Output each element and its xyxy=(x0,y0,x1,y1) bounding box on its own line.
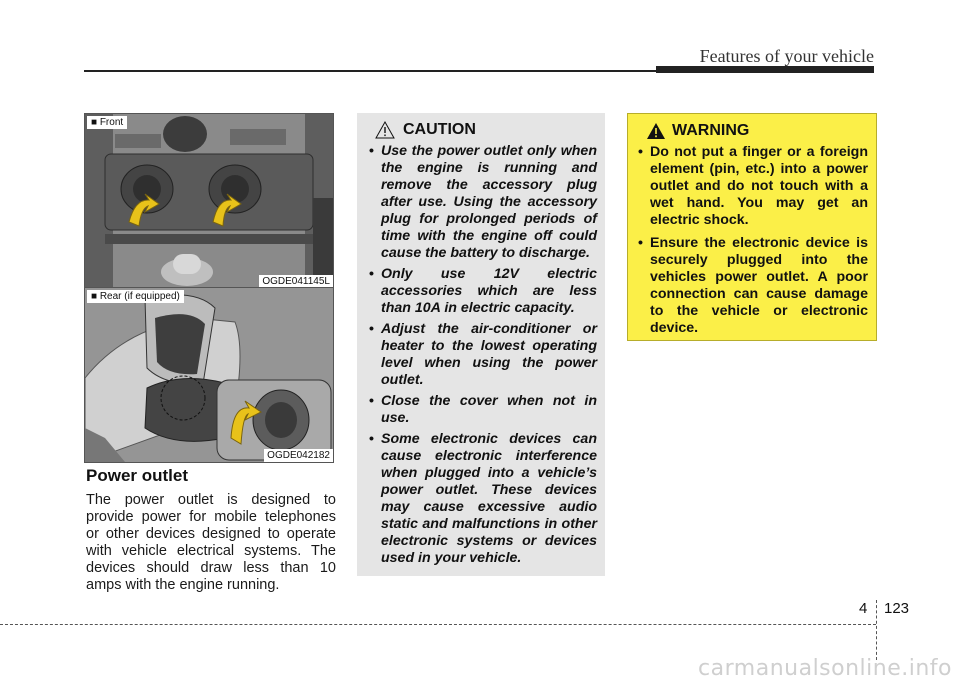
warning-item: • Do not put a finger or a foreign element (pin, etc.) into a power outlet and do not touch with a wet hand. You may get an electric shock. xyxy=(636,144,868,229)
warning-header xyxy=(646,122,868,140)
warning-box xyxy=(627,113,877,341)
caution-triangle-icon xyxy=(375,121,395,139)
section-body: The power outlet is designed to provide power for mobile telephones or other devices designed to operate with vehicle electrical systems. The devices should draw less than 10 amps with the engine running. xyxy=(86,492,336,593)
warning-list xyxy=(636,144,868,337)
header-rule-accent xyxy=(656,66,874,73)
warning-title: WARNING xyxy=(672,122,750,139)
figure-front-tag: ■ Front xyxy=(87,116,127,129)
watermark: carmanualsonline.info xyxy=(698,656,952,681)
caution-item: • Close the cover when not in use. xyxy=(367,393,597,427)
caution-item: • Use the power outlet only when the engine is running and remove the accessory plug after use. Using the accessory plug for prolonged periods of time with the engine off could cause the battery to discharge. xyxy=(367,143,597,262)
warning-triangle-icon xyxy=(646,122,666,140)
power-outlet-rear-illustration xyxy=(85,288,333,462)
figure-front-outlets xyxy=(84,113,334,289)
page-chapter: 4 xyxy=(859,600,868,617)
caution-item: • Some electronic devices can cause electronic interference when plugged into a vehicle’s power outlet. These devices may cause excessive audio static and malfunctions in other electronic systems or devices used in your vehicle. xyxy=(367,431,597,567)
footer-rule xyxy=(0,624,876,625)
warning-item: • Ensure the electronic device is securely plugged into the vehicles power outlet. A poor connection can cause damage to the vehicle or electronic device. xyxy=(636,235,868,337)
figure-rear-tag: ■ Rear (if equipped) xyxy=(87,290,184,303)
figure-rear-outlet xyxy=(84,287,334,463)
caution-header xyxy=(375,121,597,139)
figure-front-code: OGDE041145L xyxy=(259,275,333,288)
caution-item: • Adjust the air-conditioner or heater to the lowest operating level when using the power outlet. xyxy=(367,321,597,389)
caution-title: CAUTION xyxy=(403,121,476,138)
page-number: 123 xyxy=(884,600,910,617)
section-title: Power outlet xyxy=(86,466,189,485)
footer-divider xyxy=(876,600,877,660)
caution-box xyxy=(357,113,605,576)
caution-item: • Only use 12V electric accessories which are less than 10A in electric capacity. xyxy=(367,266,597,317)
caution-list xyxy=(367,143,597,567)
figure-rear-code: OGDE042182 xyxy=(264,449,333,462)
page-header-title: Features of your vehicle xyxy=(699,46,874,66)
power-outlet-front-illustration xyxy=(85,114,333,288)
